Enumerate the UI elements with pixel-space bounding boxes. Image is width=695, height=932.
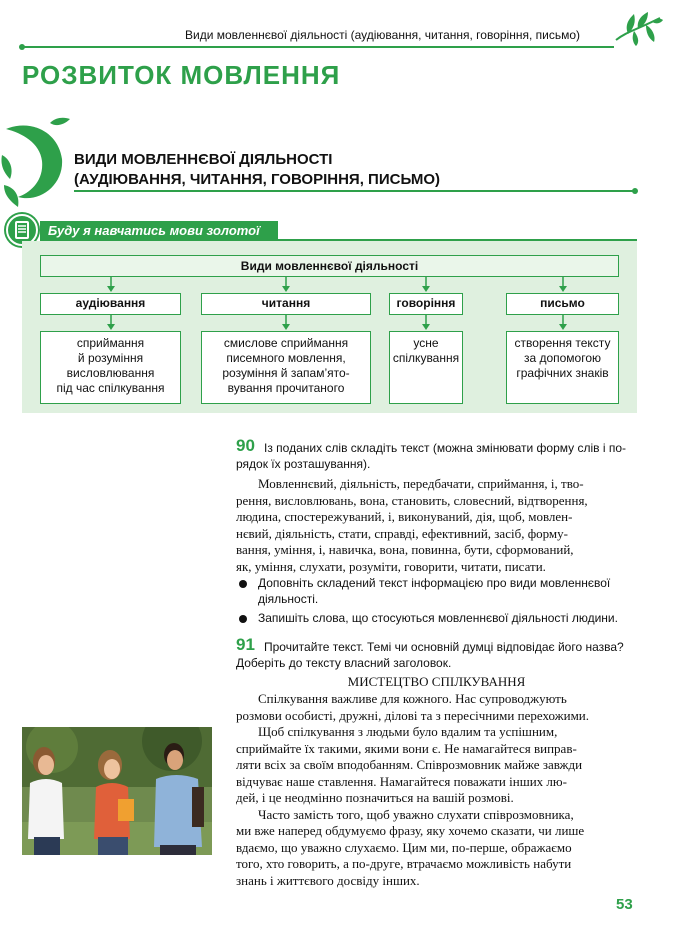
words-line: нєвий, діяльність, стати, справді, ефективний, засіб, форму- bbox=[236, 525, 568, 541]
desc-line: розуміння й запам’ято- bbox=[222, 366, 350, 380]
words-line: як, уміння, слухати, розуміти, говорити, читати, писати. bbox=[236, 558, 546, 574]
diagram-desc-hovorinnia bbox=[389, 331, 463, 404]
desc-line: графічних знаків bbox=[516, 366, 609, 380]
text-line: ми вже наперед обдумуємо фразу, яку хочемо сказати, чи лише bbox=[236, 823, 585, 838]
exercise-number-91: 91 bbox=[236, 635, 255, 654]
diagram-root-box: Види мовленнєвої діяльності bbox=[40, 255, 619, 277]
running-header: Види мовленнєвої діяльності (аудіювання, читання, говоріння, письмо) bbox=[185, 28, 581, 42]
words-line: Мовленнєвий, діяльність, передбачати, сприймання, і, тво- bbox=[258, 476, 584, 491]
text-line: того, хто говорить, а по-друге, втрачаємо можливість набути bbox=[236, 856, 572, 871]
section-banner: Буду я навчатись мови золотої bbox=[40, 221, 278, 241]
text-line: вдаємо, що уважно слухаємо. Цим ми, по-перше, ображаємо bbox=[236, 839, 572, 855]
bullet-icon bbox=[239, 615, 247, 623]
students-photo bbox=[22, 727, 212, 855]
words-line: вання, уміння, і, навичка, вона, повинна, бути, сформований, bbox=[236, 542, 574, 557]
diagram-category-pysmo: письмо bbox=[506, 293, 619, 315]
text-line: сприймайте їх такими, якими вони є. Не намагайтеся виправ- bbox=[236, 740, 577, 756]
text-title: МИСТЕЦТВО СПІЛКУВАННЯ bbox=[347, 674, 526, 689]
text-line: Часто замість того, щоб уважно слухати співрозмовника, bbox=[258, 806, 574, 822]
desc-line: вування прочитаного bbox=[227, 381, 345, 395]
diagram-desc-pysmo bbox=[506, 331, 619, 404]
exercise-90-bullet2: Запишіть слова, що стосуються мовленнєвої діяльності людини. bbox=[258, 611, 618, 625]
diagram-category-chytannia: читання bbox=[201, 293, 371, 315]
lesson-title-line2: (АУДІЮВАННЯ, ЧИТАННЯ, ГОВОРІННЯ, ПИСЬМО) bbox=[74, 171, 441, 188]
exercise-number-90: 90 bbox=[236, 436, 255, 455]
exercise-90-task-line1: Із поданих слів складіть текст (можна змінювати форму слів і по- bbox=[264, 441, 627, 455]
desc-line: за допомогою bbox=[523, 351, 602, 365]
diagram-desc-audiuvannia bbox=[40, 331, 181, 404]
diagram-category-hovorinnia: говоріння bbox=[389, 293, 463, 315]
bullet-icon bbox=[239, 580, 247, 588]
text-line: Щоб спілкування з людьми було вдалим та успішним, bbox=[258, 724, 558, 739]
text-line: знань і життєвого досвіду інших. bbox=[236, 872, 420, 888]
text-line: відчуває наше ставлення. Намагайтеся поважати інших лю- bbox=[236, 773, 567, 789]
section-title: РОЗВИТОК МОВЛЕННЯ bbox=[22, 60, 341, 90]
desc-line: спілкування bbox=[392, 351, 460, 365]
desc-line: й розуміння bbox=[77, 351, 144, 365]
lesson-title-line1: ВИДИ МОВЛЕННЄВОЇ ДІЯЛЬНОСТІ bbox=[74, 151, 333, 168]
text-line: дей, і це неодмінно позначиться на вашій розмові. bbox=[236, 790, 514, 805]
exercise-90-words bbox=[236, 476, 637, 575]
desc-line: висловлювання bbox=[66, 366, 155, 380]
text-line: Спілкування важливе для кожного. Нас супроводжують bbox=[258, 691, 567, 706]
exercise-90-bullet1-line2: діяльності. bbox=[258, 592, 319, 606]
words-line: людина, спостережуваний, і, виконуваний, дія, щоб, мовлен- bbox=[236, 509, 573, 524]
diagram-desc-chytannia bbox=[201, 331, 371, 404]
exercise-90-task-line2: рядок їх розташування). bbox=[236, 457, 371, 471]
words-line: рення, висловлювань, вона, становить, словесний, відтворення, bbox=[236, 492, 588, 508]
exercise-91-task-line2: Доберіть до тексту власний заголовок. bbox=[236, 656, 452, 670]
exercise-91-text bbox=[236, 691, 637, 889]
desc-line: сприймання bbox=[76, 336, 145, 350]
exercise-90-bullet1-line1: Доповніть складений текст інформацією про види мовленнєвої bbox=[258, 576, 611, 590]
exercise-91-task-line1: Прочитайте текст. Темі чи основній думці відповідає його назва? bbox=[264, 640, 624, 654]
desc-line: створення тексту bbox=[514, 336, 611, 350]
desc-line: усне bbox=[413, 336, 439, 350]
diagram-category-audiuvannia: аудіювання bbox=[40, 293, 181, 315]
desc-line: писемного мовлення, bbox=[226, 351, 346, 365]
desc-line: під час спілкування bbox=[56, 381, 165, 395]
text-line: розмови особисті, дружні, ділові та з пересічними перехожими. bbox=[236, 707, 589, 723]
page-number: 53 bbox=[616, 896, 633, 913]
desc-line: смислове сприймання bbox=[223, 336, 349, 350]
text-line: ляти всіх за своїм вподобанням. Співрозмовник майже завжди bbox=[236, 757, 583, 772]
